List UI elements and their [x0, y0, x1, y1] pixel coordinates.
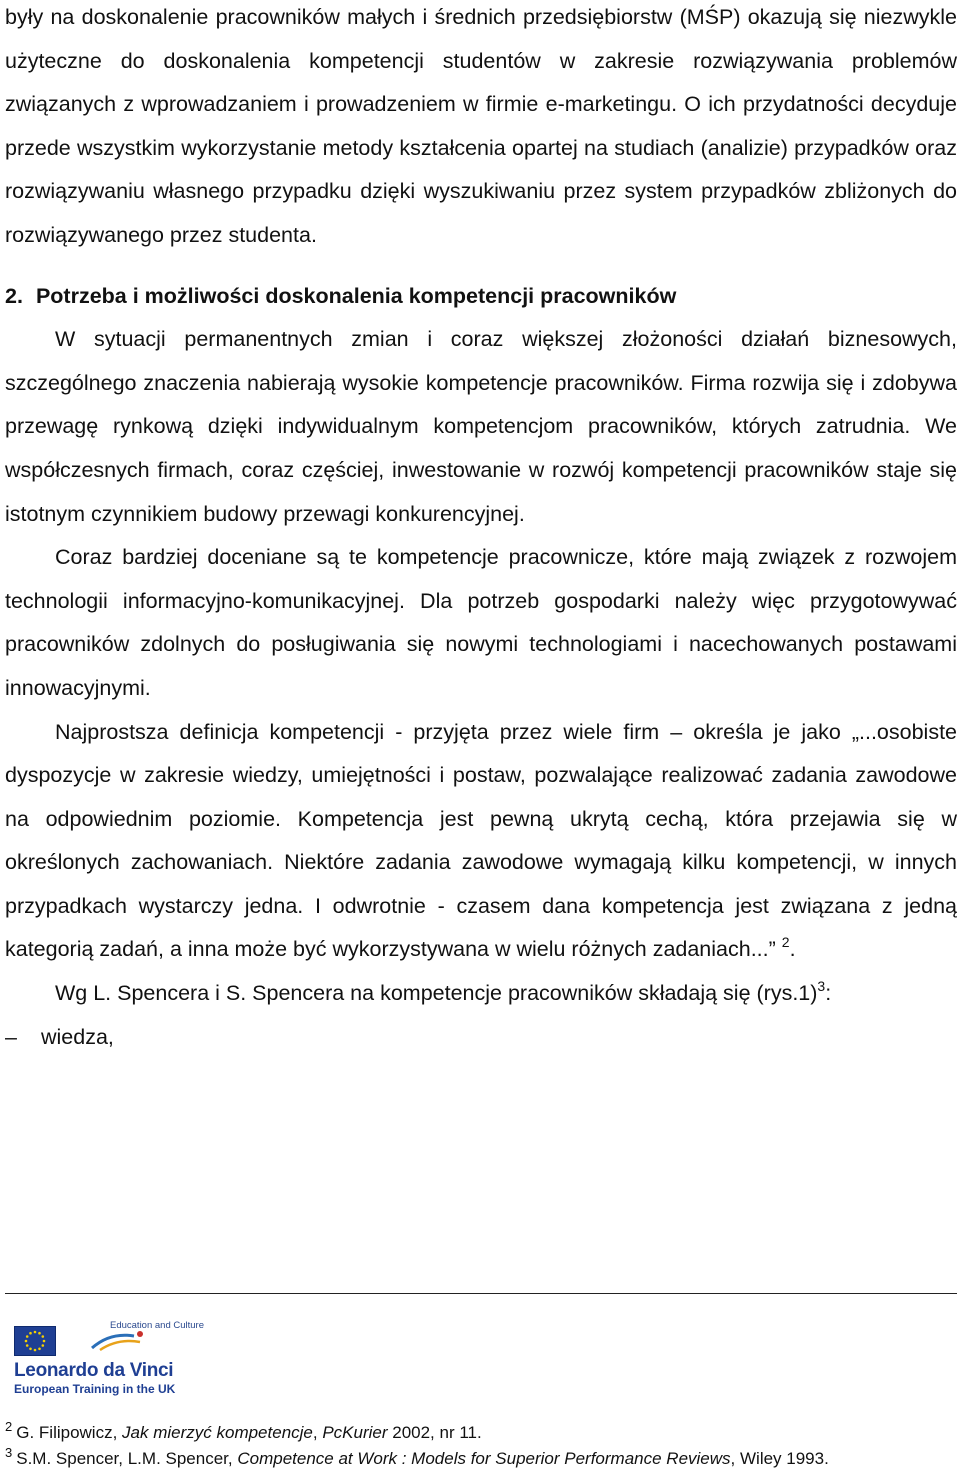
footnote-details: 2002, nr 11.: [387, 1423, 482, 1442]
paragraph-4-text: Wg L. Spencera i S. Spencera na kompetencje pracowników składają się (rys.1): [55, 981, 818, 1006]
footnote-ref-2: 2: [781, 934, 790, 951]
paragraph-1: W sytuacji permanentnych zmian i coraz większej złożoności działań biznesowych, szczególnego znaczenia nabierają wysokie kompetencje pracowników. Firma rozwija się i zdobywa przewagę rynkową dzięki indywidualnym kompetencjom pracowników, których zatrudnia. We współczesnych firmach, coraz częściej, inwestowanie w rozwój kompetencji pracowników staje się istotnym czynnikiem budowy przewagi konkurencyjnej.: [5, 327, 957, 526]
paragraph-4-end: :: [825, 981, 832, 1006]
footnote-title: Jak mierzyć kompetencje: [122, 1423, 313, 1442]
eu-flag-icon: [14, 1326, 56, 1356]
footnote-text: G. Filipowicz,: [16, 1423, 123, 1442]
swoosh-icon: [90, 1328, 154, 1352]
paragraph-3-text: Najprostsza definicja kompetencji - przyjęta przez wiele firm – określa je jako „...osobiste dyspozycje w zakresie wiedzy, umiejętności i postaw, pozwalające realizować zadania zawodowe na odpowiednim poziomie. Kompetencja jest pewną ukrytą cechą, która przejawia się w określonych zachowaniach. Niektóre zadania zawodowe wymagają kilku kompetencji, w innych przypadkach wystarczy jedna. I odwrotnie - czasem dana kompetencja jest związana z jedną kategorią zadań, a inna może być wykorzystywana w wielu różnych zadaniach...”: [5, 719, 957, 962]
footnote-text: S.M. Spencer, L.M. Spencer,: [16, 1449, 238, 1468]
dash-bullet-icon: –: [5, 1024, 17, 1049]
paragraph-3-end: .: [789, 937, 796, 962]
paragraph-2: Coraz bardziej doceniane są te kompetencje pracownicze, które mają związek z rozwojem technologii informacyjno-komunikacyjnej. Dla potrzeb gospodarki należy więc przygotowywać pracowników zdolnych do posługiwania się nowymi technologiami i nacechowanych postawami innowacyjnymi.: [5, 545, 957, 700]
footnote-3: [5, 1446, 957, 1472]
paragraph-4: [5, 972, 957, 1016]
section-title: Potrzeba i możliwości doskonalenia kompetencji pracowników: [35, 283, 677, 308]
footnote-mark: 3: [5, 1445, 13, 1460]
footnote-journal: PcKurier: [322, 1423, 388, 1442]
education-culture-label: Education and Culture: [110, 1320, 205, 1331]
footnote-separator-text: ,: [312, 1423, 323, 1442]
leonardo-da-vinci-logo: [14, 1320, 205, 1396]
footnote-mark: 2: [5, 1419, 13, 1434]
footnote-details: , Wiley 1993.: [730, 1449, 829, 1468]
footnote-title: Competence at Work : Models for Superior Performance Reviews: [237, 1449, 731, 1468]
footnote-ref-3: 3: [817, 978, 826, 995]
document-page: [5, 0, 957, 1059]
footnote-2: [5, 1420, 957, 1446]
paragraph-3: [5, 711, 957, 973]
list-item: [5, 1016, 957, 1060]
eu-stars-icon: [15, 1327, 55, 1355]
brand-name: Leonardo da Vinci: [14, 1360, 174, 1381]
paragraph-intro: były na doskonalenie pracowników małych i średnich przedsiębiorstw (MŚP) okazują się niezwykle użyteczne do doskonalenia kompetencji studentów w zakresie rozwiązywania problemów związanych z wprowadzaniem i prowadzeniem w firmie e-marketingu. O ich przydatności decyduje przede wszystkim wykorzystanie metody kształcenia opartej na studiach (analizie) przypadków oraz rozwiązywaniu własnego przypadku dzięki wyszukiwaniu przez system przypadków zbliżonych do rozwiązywanego przez studenta.: [5, 5, 957, 247]
list-item-text: wiedza,: [41, 1024, 114, 1049]
footnotes: [5, 1420, 957, 1472]
brand-tagline: European Training in the UK: [14, 1382, 176, 1396]
section-number: 2.: [5, 283, 23, 308]
section-heading: [5, 275, 957, 319]
footnote-separator: [5, 1293, 957, 1294]
